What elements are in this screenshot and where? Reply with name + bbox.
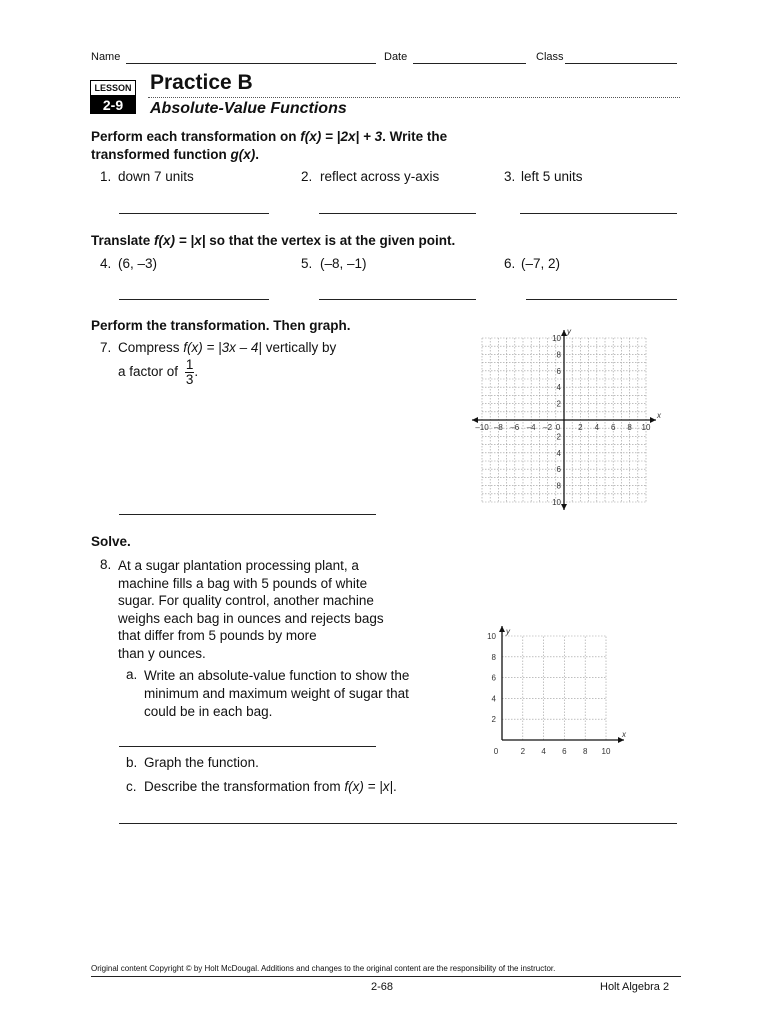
answer-line-8a[interactable] xyxy=(119,746,376,747)
item-8-number: 8. xyxy=(100,557,112,572)
item-7-number: 7. xyxy=(100,340,112,355)
y-tick-label: 2 xyxy=(491,715,496,725)
item-1-text: down 7 units xyxy=(118,169,194,184)
x-tick-label: 2 xyxy=(520,747,526,756)
lesson-badge xyxy=(90,80,136,114)
item-8c-label: c. xyxy=(126,779,137,794)
title-rule xyxy=(148,97,680,98)
item-3-text: left 5 units xyxy=(521,169,583,184)
x-axis-label: x xyxy=(622,730,626,739)
name-field[interactable] xyxy=(126,63,376,64)
class-field[interactable] xyxy=(565,63,677,64)
answer-line-8c[interactable] xyxy=(119,823,677,824)
x-tick-label: 2 xyxy=(578,423,583,432)
item-6-number: 6. xyxy=(504,256,516,271)
axes xyxy=(472,330,656,510)
x-axis-label: x xyxy=(657,411,661,420)
answer-line-6[interactable] xyxy=(526,299,677,300)
item-8a-text: Write an absolute-value function to show the minimum and maximum weight of sugar that could be in each bag. xyxy=(144,668,410,719)
item-7-factor: a factor of $\frac{1}{3}$ . xyxy=(118,357,199,387)
y-tick-label: 10 xyxy=(552,498,561,507)
item-2-number: 2. xyxy=(301,169,313,184)
item-8b-text: Graph the function. xyxy=(144,755,259,770)
footer-rule xyxy=(91,976,681,977)
item-3-number: 3. xyxy=(504,169,516,184)
grid-lines xyxy=(502,636,606,740)
answer-line-5[interactable] xyxy=(319,299,476,300)
answer-line-1[interactable] xyxy=(119,213,269,214)
y-axis-label: y xyxy=(567,327,571,336)
x-arrow-right xyxy=(650,417,656,423)
page-subtitle: Absolute-Value Functions xyxy=(150,100,347,117)
y-tick-label: 6 xyxy=(491,673,496,683)
y-tick-label: 4 xyxy=(491,694,496,704)
answer-line-3[interactable] xyxy=(520,213,677,214)
name-label: Name xyxy=(91,51,121,63)
item-5-text: (–8, –1) xyxy=(320,256,367,271)
tick-labels xyxy=(475,327,662,507)
y-tick-label: 8 xyxy=(491,652,496,662)
x-tick-label: 10 xyxy=(641,423,651,432)
item-8a-label: a. xyxy=(126,667,138,682)
item-7-text: Compress f(x) = |3x – 4| vertically by xyxy=(118,340,337,355)
y-tick-label: 4 xyxy=(556,383,561,393)
y-tick-label: 4 xyxy=(556,448,561,458)
coordinate-grid-2[interactable] xyxy=(478,622,628,762)
item-2-text: reflect across y-axis xyxy=(320,169,440,184)
item-4-number: 4. xyxy=(100,256,112,271)
page-title: Practice B xyxy=(150,71,253,94)
section2-instruction: Translate f(x) = |x| so that the vertex is at the given point. xyxy=(91,233,456,248)
copyright-notice: Original content Copyright © by Holt McDougal. Additions and changes to the original content are the responsibility of the instructor. xyxy=(91,964,556,973)
item-1-number: 1. xyxy=(100,169,112,184)
x-tick-label: 4 xyxy=(594,423,600,432)
answer-line-2[interactable] xyxy=(319,213,476,214)
x-tick-label: 4 xyxy=(541,747,546,756)
x-tick-label: 8 xyxy=(582,747,588,756)
section4-instruction: Solve. xyxy=(91,534,131,549)
x-tick-label: 0 xyxy=(555,423,561,432)
y-arrow-down xyxy=(561,504,567,510)
page-number: 2-68 xyxy=(371,981,394,993)
lesson-word: LESSON xyxy=(90,80,136,96)
item-8-text: At a sugar plantation processing plant, a machine fills a bag with 5 pounds of white sugar. For quality control, another machine weighs each bag in ounces and rejects bags that differ from 5 pounds by more than y ounces. xyxy=(118,558,384,661)
y-tick-label: 6 xyxy=(556,465,561,475)
x-tick-label: –4 xyxy=(526,423,536,432)
y-tick-label: 2 xyxy=(556,399,561,409)
item-8b-label: b. xyxy=(126,755,138,770)
y-axis-label: y xyxy=(506,627,510,636)
date-field[interactable] xyxy=(413,63,526,64)
y-arrow-up xyxy=(499,626,505,632)
y-tick-label: 2 xyxy=(556,432,561,442)
item-6-text: (–7, 2) xyxy=(521,256,561,271)
y-tick-label: 8 xyxy=(556,481,561,491)
x-tick-label: –6 xyxy=(510,423,520,432)
x-tick-label: –2 xyxy=(543,423,553,432)
section3-instruction: Perform the transformation. Then graph. xyxy=(91,318,351,333)
y-tick-label: 10 xyxy=(487,632,496,641)
section1-instruction: Perform each transformation on f(x) = |2x| + 3. Write the transformed function g(x). xyxy=(91,129,448,162)
fraction-one-third: $\frac{1}{3}$ xyxy=(185,357,194,387)
book-title: Holt Algebra 2 xyxy=(600,981,670,993)
y-tick-label: 6 xyxy=(556,366,561,376)
y-tick-label: 10 xyxy=(552,334,561,343)
x-tick-label: 6 xyxy=(562,747,567,756)
item-8c-text: Describe the transformation from f(x) = |x|. xyxy=(144,779,397,794)
item-4-text: (6, –3) xyxy=(118,256,158,271)
item-5-number: 5. xyxy=(301,256,313,271)
x-tick-label: –8 xyxy=(493,423,503,432)
answer-line-4[interactable] xyxy=(119,299,269,300)
x-tick-label: 6 xyxy=(610,423,616,432)
coordinate-grid-1[interactable] xyxy=(470,320,670,510)
x-tick-label: 0 xyxy=(493,747,499,756)
lesson-number: 2-9 xyxy=(90,96,136,114)
x-tick-label: 8 xyxy=(627,423,632,432)
x-tick-label: –10 xyxy=(475,423,489,432)
class-label: Class xyxy=(536,51,564,63)
axes xyxy=(499,626,624,743)
x-tick-label: 10 xyxy=(601,747,611,756)
answer-line-7[interactable] xyxy=(119,514,376,515)
y-tick-label: 8 xyxy=(556,350,561,360)
date-label: Date xyxy=(384,51,408,63)
